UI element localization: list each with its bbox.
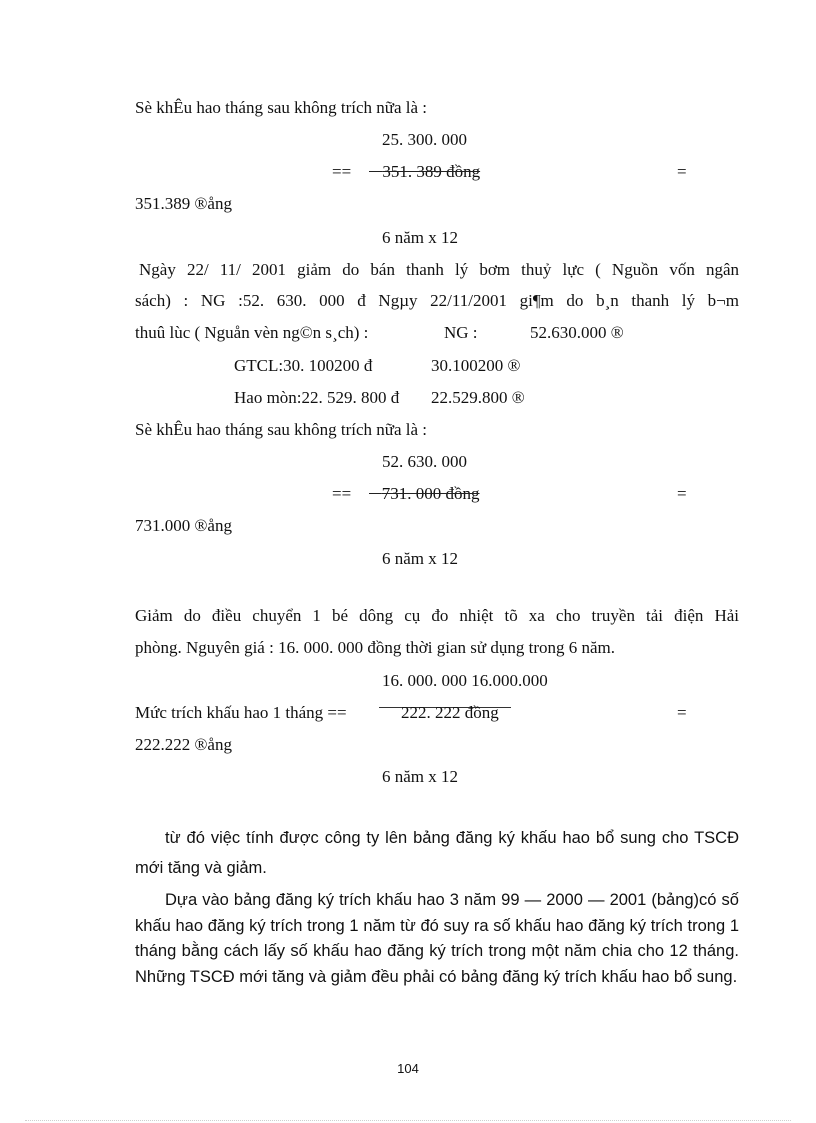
final-paragraph-1: từ đó việc tính được công ty lên bảng đăng ký khấu hao bổ sung cho TSCĐ mới tăng và giảm. [135, 829, 739, 877]
block3-eq-right: = [677, 703, 687, 722]
bottom-divider [25, 1120, 791, 1121]
block2-denominator: 6 năm x 12 [382, 549, 459, 568]
block2-result-garbled: 731.000 ®ång [135, 516, 232, 535]
block3-result: 222. 222 đồng [401, 703, 499, 722]
transfer-line-2: phòng. Nguyên giá : 16. 000. 000 đồng thời gian sử dụng trong 6 năm. [135, 638, 616, 657]
block3-result-garbled: 222.222 ®ång [135, 735, 232, 754]
gtcl-value: 30.100200 ® [431, 356, 521, 375]
pump-line-2: sách) : NG :52. 630. 000 đ Ngµy 22/11/2001 gi¶m do b¸n thanh lý b¬m [135, 291, 739, 310]
haomon-value: 22.529.800 ® [431, 388, 525, 407]
block2-eq-left: == [332, 484, 352, 503]
block1-eq-right: = [677, 162, 687, 181]
block1-denominator: 6 năm x 12 [382, 228, 459, 247]
gtcl-label: GTCL:30. 100200 đ [234, 356, 373, 375]
transfer-line-1: Giảm do điều chuyển 1 bé dông cụ đo nhiệt tõ xa cho truyền tải điện Hải [135, 606, 739, 625]
block3-denominator: 6 năm x 12 [382, 767, 459, 786]
pump-line-3c: 52.630.000 ® [530, 323, 624, 342]
block3-numerator: 16. 000. 000 16.000.000 [382, 671, 548, 690]
block2-heading: Sè khÊu hao tháng sau không trích nữa là : [135, 420, 428, 439]
pump-line-1: Ngày 22/ 11/ 2001 giảm do bán thanh lý bơm thuỷ lực ( Nguồn vốn ngân [139, 260, 739, 279]
block2-numerator: 52. 630. 000 [382, 452, 467, 471]
final-paragraph-2: Dựa vào bảng đăng ký trích khấu hao 3 năm 99 — 2000 — 2001 (bảng)có số khấu hao đăng ký trích trong 1 năm từ đó suy ra số khấu hao đăng ký trích trong 1 tháng bằng cách lấy số khấu hao đăng ký trích trong một năm chia cho 12 tháng. Những TSCĐ mới tăng và giảm đều phải có bảng đăng ký trích khấu hao bổ sung. [135, 891, 739, 986]
haomon-label: Hao mòn:22. 529. 800 đ [234, 388, 400, 407]
block1-numerator: 25. 300. 000 [382, 130, 467, 149]
pump-line-3a: thuû lùc ( Nguån vèn ng©n s¸ch) : [135, 323, 369, 342]
block1-result-text: 351. 389 đồng [382, 162, 481, 181]
page-number: 104 [397, 1061, 419, 1076]
block1-heading: Sè khÊu hao tháng sau không trích nữa là : [135, 98, 428, 117]
block2-result-text: 731. 000 đồng [381, 484, 480, 503]
block1-eq-left: == [332, 162, 352, 181]
block2-eq-right: = [677, 484, 687, 503]
pump-line-3b: NG : [444, 323, 478, 342]
block1-result-garbled: 351.389 ®ång [135, 194, 232, 213]
block2-result [369, 483, 480, 505]
block3-label: Mức trích khấu hao 1 tháng == [135, 703, 347, 722]
block1-result [369, 161, 480, 183]
